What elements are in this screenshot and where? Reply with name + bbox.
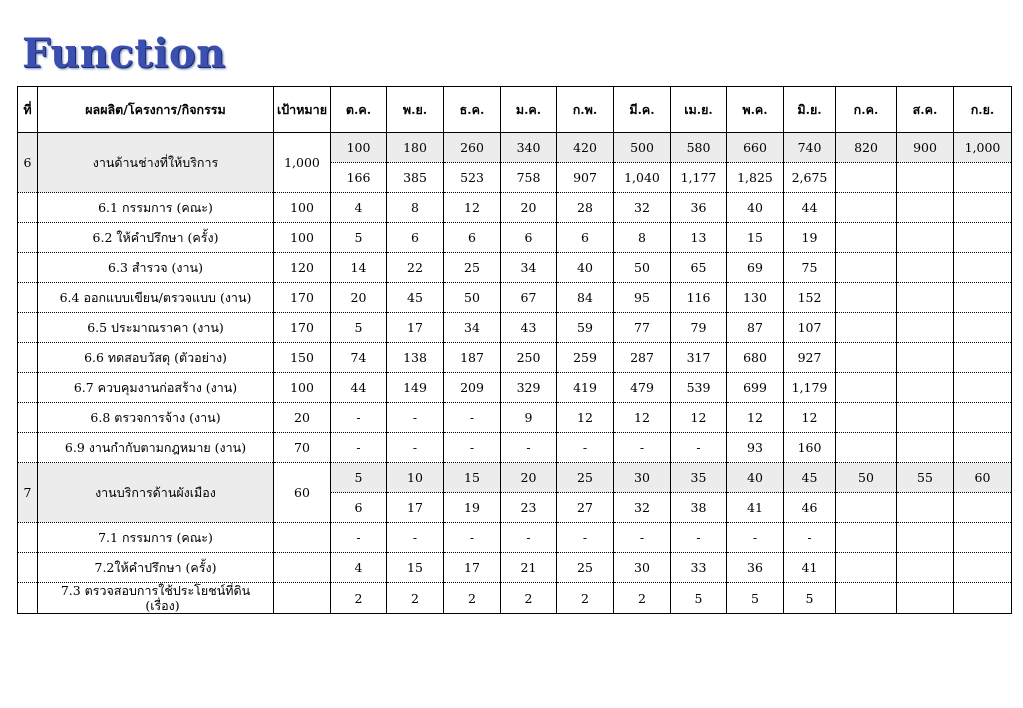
plan-cell: 580 xyxy=(671,133,727,163)
actual-cell: 17 xyxy=(387,493,444,523)
value-cell: 40 xyxy=(727,193,784,223)
plan-cell: 340 xyxy=(501,133,557,163)
table-row xyxy=(18,403,1012,433)
value-cell: 8 xyxy=(614,223,671,253)
value-cell: 12 xyxy=(557,403,614,433)
header-month: ส.ค. xyxy=(897,87,954,133)
table-row xyxy=(18,433,1012,463)
plan-cell: 10 xyxy=(387,463,444,493)
value-cell: 59 xyxy=(557,313,614,343)
actual-cell: 38 xyxy=(671,493,727,523)
plan-cell: 660 xyxy=(727,133,784,163)
value-cell: 14 xyxy=(331,253,387,283)
actual-cell xyxy=(897,493,954,523)
value-cell: 44 xyxy=(331,373,387,403)
value-cell xyxy=(836,583,897,614)
value-cell: - xyxy=(557,433,614,463)
value-cell: 5 xyxy=(727,583,784,614)
value-cell: 149 xyxy=(387,373,444,403)
value-cell xyxy=(897,313,954,343)
header-month: พ.ค. xyxy=(727,87,784,133)
actual-cell xyxy=(954,493,1012,523)
value-cell: 6 xyxy=(501,223,557,253)
value-cell: 19 xyxy=(784,223,836,253)
value-cell: 22 xyxy=(387,253,444,283)
value-cell xyxy=(897,523,954,553)
value-cell: 5 xyxy=(784,583,836,614)
value-cell: - xyxy=(501,523,557,553)
value-cell: 95 xyxy=(614,283,671,313)
actual-cell: 27 xyxy=(557,493,614,523)
row-target: 120 xyxy=(274,253,331,283)
plan-cell: 30 xyxy=(614,463,671,493)
row-target xyxy=(274,553,331,583)
value-cell xyxy=(897,223,954,253)
value-cell: 36 xyxy=(727,553,784,583)
row-no-empty xyxy=(18,403,38,433)
header-month: ม.ค. xyxy=(501,87,557,133)
actual-cell: 1,040 xyxy=(614,163,671,193)
section-target: 60 xyxy=(274,463,331,523)
row-no-empty xyxy=(18,583,38,614)
value-cell: 69 xyxy=(727,253,784,283)
section-plan-row xyxy=(18,463,1012,493)
value-cell: - xyxy=(784,523,836,553)
value-cell xyxy=(897,583,954,614)
plan-cell: 740 xyxy=(784,133,836,163)
value-cell: - xyxy=(331,433,387,463)
value-cell: 152 xyxy=(784,283,836,313)
table-row xyxy=(18,523,1012,553)
value-cell: 50 xyxy=(444,283,501,313)
header-target: เป้าหมาย xyxy=(274,87,331,133)
value-cell: 317 xyxy=(671,343,727,373)
value-cell xyxy=(836,193,897,223)
plan-cell: 260 xyxy=(444,133,501,163)
header-month: ต.ค. xyxy=(331,87,387,133)
value-cell: 12 xyxy=(671,403,727,433)
value-cell: 74 xyxy=(331,343,387,373)
plan-cell: 60 xyxy=(954,463,1012,493)
header-no: ที่ xyxy=(18,87,38,133)
plan-cell: 50 xyxy=(836,463,897,493)
row-target: 100 xyxy=(274,223,331,253)
section-name: งานบริการด้านผังเมือง xyxy=(38,463,274,523)
value-cell: 43 xyxy=(501,313,557,343)
table-row xyxy=(18,313,1012,343)
value-cell: 93 xyxy=(727,433,784,463)
value-cell: 15 xyxy=(387,553,444,583)
value-cell xyxy=(954,433,1012,463)
value-cell: 32 xyxy=(614,193,671,223)
value-cell: 20 xyxy=(331,283,387,313)
value-cell xyxy=(954,313,1012,343)
value-cell: - xyxy=(387,433,444,463)
value-cell: 15 xyxy=(727,223,784,253)
header-month: มิ.ย. xyxy=(784,87,836,133)
value-cell: 2 xyxy=(331,583,387,614)
value-cell xyxy=(954,523,1012,553)
section-target: 1,000 xyxy=(274,133,331,193)
value-cell: 84 xyxy=(557,283,614,313)
header-month: ก.พ. xyxy=(557,87,614,133)
value-cell: - xyxy=(501,433,557,463)
header-row xyxy=(18,87,1012,133)
value-cell xyxy=(836,313,897,343)
value-cell: 419 xyxy=(557,373,614,403)
actual-cell xyxy=(836,163,897,193)
actual-cell: 19 xyxy=(444,493,501,523)
value-cell: 6 xyxy=(557,223,614,253)
actual-cell: 166 xyxy=(331,163,387,193)
plan-cell: 420 xyxy=(557,133,614,163)
actual-cell xyxy=(954,163,1012,193)
value-cell xyxy=(897,373,954,403)
value-cell: - xyxy=(444,523,501,553)
value-cell xyxy=(954,283,1012,313)
plan-cell: 180 xyxy=(387,133,444,163)
value-cell: 34 xyxy=(501,253,557,283)
value-cell: 79 xyxy=(671,313,727,343)
value-cell: 539 xyxy=(671,373,727,403)
value-cell: 67 xyxy=(501,283,557,313)
actual-cell: 1,177 xyxy=(671,163,727,193)
header-month: พ.ย. xyxy=(387,87,444,133)
value-cell: 17 xyxy=(387,313,444,343)
value-cell xyxy=(954,253,1012,283)
plan-cell: 1,000 xyxy=(954,133,1012,163)
row-name: 6.4 ออกแบบเขียน/ตรวจแบบ (งาน) xyxy=(38,283,274,313)
value-cell: - xyxy=(444,403,501,433)
value-cell: 2 xyxy=(387,583,444,614)
value-cell: 25 xyxy=(557,553,614,583)
value-cell: 187 xyxy=(444,343,501,373)
row-target: 150 xyxy=(274,343,331,373)
value-cell: 699 xyxy=(727,373,784,403)
value-cell: 4 xyxy=(331,193,387,223)
value-cell: 50 xyxy=(614,253,671,283)
plan-cell: 820 xyxy=(836,133,897,163)
row-no-empty xyxy=(18,553,38,583)
value-cell xyxy=(836,403,897,433)
plan-cell: 15 xyxy=(444,463,501,493)
value-cell: 479 xyxy=(614,373,671,403)
value-cell: 9 xyxy=(501,403,557,433)
value-cell xyxy=(836,253,897,283)
value-cell: - xyxy=(614,433,671,463)
header-item: ผลผลิต/โครงการ/กิจกรรม xyxy=(38,87,274,133)
function-table xyxy=(17,86,1012,614)
row-name: 6.9 งานกำกับตามกฎหมาย (งาน) xyxy=(38,433,274,463)
value-cell: - xyxy=(387,523,444,553)
value-cell: 36 xyxy=(671,193,727,223)
row-name-line2: (เรื่อง) xyxy=(145,598,180,613)
value-cell: 40 xyxy=(557,253,614,283)
row-name: 7.2ให้คำปรึกษา (ครั้ง) xyxy=(38,553,274,583)
plan-cell: 55 xyxy=(897,463,954,493)
value-cell xyxy=(897,433,954,463)
actual-cell: 385 xyxy=(387,163,444,193)
plan-cell: 900 xyxy=(897,133,954,163)
value-cell: 209 xyxy=(444,373,501,403)
table-row xyxy=(18,193,1012,223)
value-cell xyxy=(897,283,954,313)
section-plan-row xyxy=(18,133,1012,163)
row-name: 6.7 ควบคุมงานก่อสร้าง (งาน) xyxy=(38,373,274,403)
table-row xyxy=(18,223,1012,253)
value-cell: 259 xyxy=(557,343,614,373)
value-cell: 1,179 xyxy=(784,373,836,403)
row-name: 6.6 ทดสอบวัสดุ (ตัวอย่าง) xyxy=(38,343,274,373)
row-name: 7.1 กรรมการ (คณะ) xyxy=(38,523,274,553)
row-no-empty xyxy=(18,343,38,373)
value-cell xyxy=(836,553,897,583)
value-cell: - xyxy=(614,523,671,553)
value-cell xyxy=(836,283,897,313)
row-name: 6.8 ตรวจการจ้าง (งาน) xyxy=(38,403,274,433)
value-cell: 116 xyxy=(671,283,727,313)
value-cell: - xyxy=(671,433,727,463)
actual-cell: 41 xyxy=(727,493,784,523)
row-name: 6.3 สำรวจ (งาน) xyxy=(38,253,274,283)
value-cell: 2 xyxy=(614,583,671,614)
plan-cell: 45 xyxy=(784,463,836,493)
value-cell: 20 xyxy=(501,193,557,223)
actual-cell: 523 xyxy=(444,163,501,193)
value-cell xyxy=(897,403,954,433)
value-cell: - xyxy=(727,523,784,553)
plan-cell: 25 xyxy=(557,463,614,493)
table-row xyxy=(18,283,1012,313)
value-cell: - xyxy=(331,523,387,553)
table-row xyxy=(18,373,1012,403)
row-name-line1: 7.3 ตรวจสอบการใช้ประโยชน์ที่ดิน xyxy=(60,583,251,598)
value-cell xyxy=(954,373,1012,403)
value-cell: 927 xyxy=(784,343,836,373)
value-cell xyxy=(836,343,897,373)
value-cell: 30 xyxy=(614,553,671,583)
value-cell xyxy=(836,223,897,253)
value-cell: 2 xyxy=(501,583,557,614)
value-cell: 87 xyxy=(727,313,784,343)
value-cell: 12 xyxy=(727,403,784,433)
row-name: 6.2 ให้คำปรึกษา (ครั้ง) xyxy=(38,223,274,253)
actual-cell xyxy=(836,493,897,523)
section-no: 7 xyxy=(18,463,38,523)
row-no-empty xyxy=(18,283,38,313)
value-cell xyxy=(897,343,954,373)
row-no-empty xyxy=(18,253,38,283)
value-cell: - xyxy=(444,433,501,463)
row-no-empty xyxy=(18,433,38,463)
value-cell: 21 xyxy=(501,553,557,583)
value-cell: - xyxy=(671,523,727,553)
plan-cell: 100 xyxy=(331,133,387,163)
row-target xyxy=(274,583,331,614)
row-target: 20 xyxy=(274,403,331,433)
value-cell: - xyxy=(557,523,614,553)
row-name xyxy=(38,583,274,614)
row-no-empty xyxy=(18,193,38,223)
value-cell: 5 xyxy=(331,223,387,253)
table-row xyxy=(18,253,1012,283)
value-cell xyxy=(836,433,897,463)
value-cell: 45 xyxy=(387,283,444,313)
row-name: 6.5 ประมาณราคา (งาน) xyxy=(38,313,274,343)
page-title: Function xyxy=(22,30,226,77)
row-target: 170 xyxy=(274,313,331,343)
row-target: 70 xyxy=(274,433,331,463)
plan-cell: 5 xyxy=(331,463,387,493)
value-cell: 130 xyxy=(727,283,784,313)
value-cell: 65 xyxy=(671,253,727,283)
value-cell: 6 xyxy=(387,223,444,253)
actual-cell: 23 xyxy=(501,493,557,523)
value-cell: 13 xyxy=(671,223,727,253)
plan-cell: 40 xyxy=(727,463,784,493)
plan-cell: 500 xyxy=(614,133,671,163)
value-cell xyxy=(897,553,954,583)
row-no-empty xyxy=(18,373,38,403)
value-cell: 329 xyxy=(501,373,557,403)
value-cell: 25 xyxy=(444,253,501,283)
value-cell: 680 xyxy=(727,343,784,373)
header-month: เม.ย. xyxy=(671,87,727,133)
value-cell: 5 xyxy=(671,583,727,614)
value-cell: 33 xyxy=(671,553,727,583)
value-cell: 4 xyxy=(331,553,387,583)
value-cell xyxy=(897,193,954,223)
section-no: 6 xyxy=(18,133,38,193)
value-cell: 44 xyxy=(784,193,836,223)
value-cell: 77 xyxy=(614,313,671,343)
actual-cell: 32 xyxy=(614,493,671,523)
value-cell: 107 xyxy=(784,313,836,343)
value-cell: 8 xyxy=(387,193,444,223)
row-target xyxy=(274,523,331,553)
value-cell: - xyxy=(387,403,444,433)
actual-cell: 758 xyxy=(501,163,557,193)
section-name: งานด้านช่างที่ให้บริการ xyxy=(38,133,274,193)
value-cell: - xyxy=(331,403,387,433)
value-cell: 75 xyxy=(784,253,836,283)
row-target: 100 xyxy=(274,193,331,223)
actual-cell: 1,825 xyxy=(727,163,784,193)
header-month: ก.ย. xyxy=(954,87,1012,133)
row-target: 170 xyxy=(274,283,331,313)
actual-cell: 2,675 xyxy=(784,163,836,193)
value-cell: 138 xyxy=(387,343,444,373)
value-cell: 12 xyxy=(444,193,501,223)
actual-cell: 907 xyxy=(557,163,614,193)
table-row xyxy=(18,553,1012,583)
value-cell: 2 xyxy=(444,583,501,614)
table-row xyxy=(18,583,1012,614)
header-month: ก.ค. xyxy=(836,87,897,133)
value-cell: 12 xyxy=(614,403,671,433)
actual-cell: 46 xyxy=(784,493,836,523)
plan-cell: 35 xyxy=(671,463,727,493)
value-cell xyxy=(836,373,897,403)
value-cell: 41 xyxy=(784,553,836,583)
value-cell: 250 xyxy=(501,343,557,373)
value-cell xyxy=(954,193,1012,223)
value-cell: 28 xyxy=(557,193,614,223)
header-month: มี.ค. xyxy=(614,87,671,133)
row-no-empty xyxy=(18,223,38,253)
plan-cell: 20 xyxy=(501,463,557,493)
row-target: 100 xyxy=(274,373,331,403)
value-cell xyxy=(954,553,1012,583)
row-no-empty xyxy=(18,523,38,553)
value-cell: 5 xyxy=(331,313,387,343)
value-cell: 34 xyxy=(444,313,501,343)
value-cell: 12 xyxy=(784,403,836,433)
header-month: ธ.ค. xyxy=(444,87,501,133)
value-cell: 160 xyxy=(784,433,836,463)
value-cell: 287 xyxy=(614,343,671,373)
actual-cell xyxy=(897,163,954,193)
value-cell xyxy=(897,253,954,283)
actual-cell: 6 xyxy=(331,493,387,523)
value-cell: 2 xyxy=(557,583,614,614)
value-cell: 6 xyxy=(444,223,501,253)
value-cell xyxy=(836,523,897,553)
value-cell xyxy=(954,583,1012,614)
value-cell xyxy=(954,223,1012,253)
row-no-empty xyxy=(18,313,38,343)
row-name: 6.1 กรรมการ (คณะ) xyxy=(38,193,274,223)
table-row xyxy=(18,343,1012,373)
value-cell: 17 xyxy=(444,553,501,583)
value-cell xyxy=(954,343,1012,373)
value-cell xyxy=(954,403,1012,433)
